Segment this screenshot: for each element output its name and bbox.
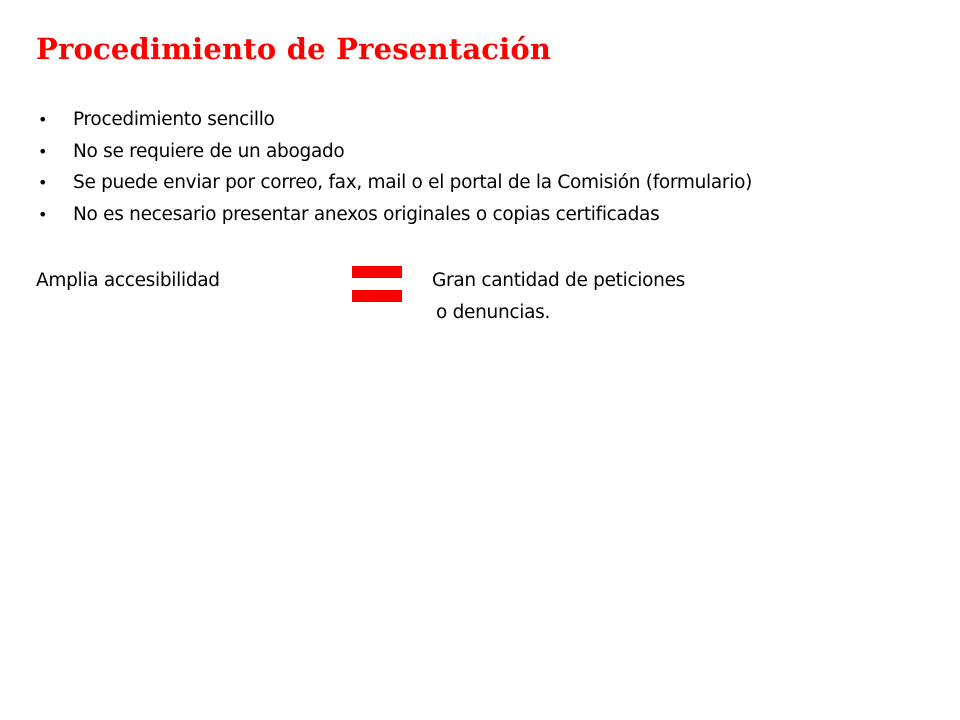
bullet-dot-icon: • (38, 173, 48, 192)
slide-title: Procedimiento de Presentación (36, 32, 552, 66)
bullet-item (36, 136, 752, 168)
relation-right-line1: Gran cantidad de peticiones (432, 270, 686, 291)
relation-right-line2: o denuncias. (436, 301, 551, 323)
bullet-dot-icon: • (38, 204, 48, 224)
bullet-text: Procedimiento sencillo (73, 109, 275, 130)
relation-right-text (432, 265, 685, 328)
bullet-dot-icon: • (38, 110, 48, 129)
bullet-list (36, 104, 752, 230)
bullet-text: No es necesario presentar anexos originales o copias certificadas (73, 203, 660, 225)
equals-sign-icon (352, 266, 402, 302)
bullet-text: Se puede enviar por correo, fax, mail o el portal de la Comisión (formulario) (73, 172, 753, 193)
bullet-item (36, 167, 752, 199)
equals-bar-bottom (352, 290, 402, 302)
equals-bar-top (352, 266, 402, 278)
bullet-item (36, 199, 752, 231)
bullet-text: No se requiere de un abogado (73, 140, 345, 162)
bullet-item (36, 104, 752, 136)
relation-left-text: Amplia accesibilidad (36, 270, 220, 291)
bullet-dot-icon: • (38, 141, 48, 161)
